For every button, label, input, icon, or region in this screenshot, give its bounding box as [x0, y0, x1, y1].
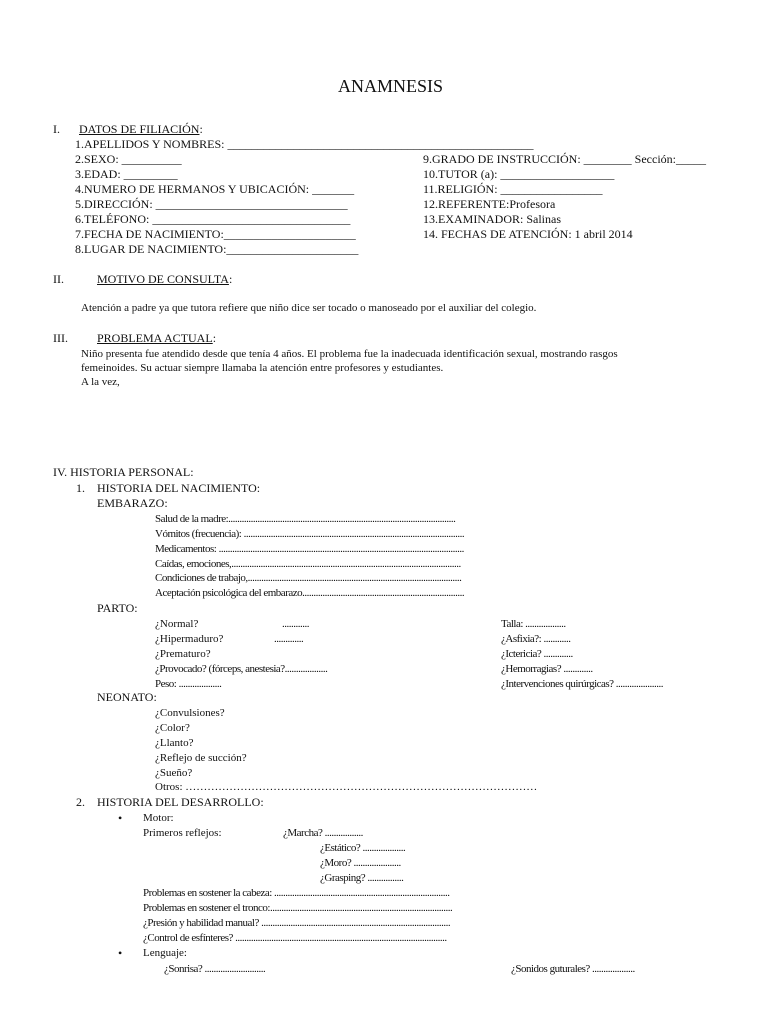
- subsection-2-number: 2.: [76, 795, 85, 809]
- field-fecha-nacimiento[interactable]: 7.FECHA DE NACIMIENTO:______________________: [75, 227, 356, 241]
- field-tutor[interactable]: 10.TUTOR (a): ___________________: [423, 167, 615, 181]
- field-religion[interactable]: 11.RELIGIÓN: _________________: [423, 182, 603, 196]
- field-sexo[interactable]: 2.SEXO: __________: [75, 152, 182, 166]
- field-grado-instruccion[interactable]: 9.GRADO DE INSTRUCCIÓN: ________ Sección:_____: [423, 152, 706, 166]
- parto-ictericia[interactable]: ¿Ictericia? .............: [501, 648, 573, 660]
- page-title: ANAMNESIS: [338, 76, 444, 96]
- section-4-heading: IV. HISTORIA PERSONAL:: [53, 465, 194, 479]
- parto-hipermaduro-dots: .............: [274, 633, 304, 645]
- parto-heading: PARTO:: [97, 601, 138, 615]
- problema-line-1: Niño presenta fue atendido desde que tenía 4 años. El problema fue la inadecuada identificación sexual, mostrando rasgos: [81, 348, 618, 360]
- reflejo-estatico[interactable]: ¿Estático? ...................: [320, 842, 406, 854]
- field-apellidos[interactable]: 1.APELLIDOS Y NOMBRES: ___________________________________________________: [75, 137, 534, 151]
- neonato-reflejo-succion[interactable]: ¿Reflejo de succión?: [155, 752, 247, 764]
- embarazo-item[interactable]: Medicamentos: .............................................................................................................: [155, 543, 464, 555]
- motivo-consulta-text: Atención a padre ya que tutora refiere que niño dice ser tocado o manoseado por el auxiliar del colegio.: [81, 302, 537, 314]
- section-3-heading-text: PROBLEMA ACTUAL: [97, 331, 213, 345]
- parto-talla[interactable]: Talla: ..................: [501, 618, 566, 630]
- neonato-heading: NEONATO:: [97, 690, 157, 704]
- neonato-convulsiones[interactable]: ¿Convulsiones?: [155, 707, 225, 719]
- embarazo-item[interactable]: Condiciones de trabajo,...............................................................................................: [155, 572, 462, 584]
- lenguaje-sonidos-guturales[interactable]: ¿Sonidos guturales? ...................: [511, 963, 635, 975]
- embarazo-item[interactable]: Vómitos (frecuencia): ..................................................................................................: [155, 528, 465, 540]
- bullet-icon: •: [118, 946, 123, 960]
- section-3-number: III.: [53, 331, 68, 345]
- field-examinador: 13.EXAMINADOR: Salinas: [423, 212, 561, 226]
- embarazo-item[interactable]: Salud de la madre:.....................................................................................................: [155, 513, 456, 525]
- embarazo-item[interactable]: Aceptación psicológica del embarazo........................................................................: [155, 587, 465, 599]
- problema-line-3: A la vez,: [81, 376, 120, 388]
- parto-normal[interactable]: ¿Normal?: [155, 618, 199, 630]
- parto-hipermaduro[interactable]: ¿Hipermaduro?: [155, 633, 224, 645]
- field-fechas-atencion: 14. FECHAS DE ATENCIÓN: 1 abril 2014: [423, 227, 633, 241]
- lenguaje-label: Lenguaje:: [143, 947, 187, 959]
- reflejo-grasping[interactable]: ¿Grasping? ................: [320, 872, 404, 884]
- neonato-llanto[interactable]: ¿Llanto?: [155, 737, 194, 749]
- problema-tronco[interactable]: Problemas en sostener el tronco:.................................................................................: [143, 902, 453, 914]
- embarazo-heading: EMBARAZO:: [97, 496, 168, 510]
- problema-cabeza[interactable]: Problemas en sostener la cabeza: ..............................................................................: [143, 887, 450, 899]
- field-lugar-nacimiento[interactable]: 8.LUGAR DE NACIMIENTO:______________________: [75, 242, 359, 256]
- neonato-color[interactable]: ¿Color?: [155, 722, 190, 734]
- section-1-number: I.: [53, 122, 60, 136]
- section-2-number: II.: [53, 272, 64, 286]
- bullet-icon: •: [118, 811, 123, 825]
- field-edad[interactable]: 3.EDAD: _________: [75, 167, 178, 181]
- section-3-colon: :: [212, 331, 217, 345]
- problema-line-2: femeinoides. Su actuar siempre llamaba la atención entre profesores y estudiantes.: [81, 362, 444, 374]
- parto-asfixia[interactable]: ¿Asfixia?: ............: [501, 633, 571, 645]
- lenguaje-sonrisa[interactable]: ¿Sonrisa? ...........................: [164, 963, 266, 975]
- subsection-1-heading: HISTORIA DEL NACIMIENTO:: [97, 481, 261, 495]
- section-1-heading-text: DATOS DE FILIACIÓN: [79, 122, 200, 136]
- section-3-heading: [97, 331, 216, 345]
- field-telefono[interactable]: 6.TELÉFONO: _________________________________: [75, 212, 351, 226]
- section-2-heading: [97, 272, 232, 286]
- embarazo-item[interactable]: Caídas, emociones,......................................................................................................: [155, 558, 461, 570]
- neonato-otros[interactable]: Otros: ……………………………………………………………………………………: [155, 781, 538, 793]
- motor-label: Motor:: [143, 812, 174, 824]
- section-1-heading: [79, 122, 203, 136]
- reflejo-marcha[interactable]: ¿Marcha? .................: [283, 827, 363, 839]
- parto-normal-dots: ............: [282, 618, 309, 630]
- subsection-1-number: 1.: [76, 481, 85, 495]
- field-referente: 12.REFERENTE:Profesora: [423, 197, 556, 211]
- neonato-sueno[interactable]: ¿Sueño?: [155, 767, 193, 779]
- primeros-reflejos-label: Primeros reflejos:: [143, 827, 222, 839]
- section-2-colon: :: [228, 272, 233, 286]
- reflejo-moro[interactable]: ¿Moro? .....................: [320, 857, 401, 869]
- section-1-colon: :: [199, 122, 203, 136]
- parto-peso[interactable]: Peso: ...................: [155, 678, 222, 690]
- field-direccion[interactable]: 5.DIRECCIÓN: ________________________________: [75, 197, 348, 211]
- parto-provocado[interactable]: ¿Provocado? (fórceps, anestesia?...................: [155, 663, 328, 675]
- field-hermanos[interactable]: 4.NUMERO DE HERMANOS Y UBICACIÓN: _______: [75, 182, 355, 196]
- section-2-heading-text: MOTIVO DE CONSULTA: [97, 272, 229, 286]
- parto-prematuro[interactable]: ¿Prematuro?: [155, 648, 211, 660]
- subsection-2-heading: HISTORIA DEL DESARROLLO:: [97, 795, 264, 809]
- parto-hemorragias[interactable]: ¿Hemorragias? .............: [501, 663, 593, 675]
- control-esfinteres[interactable]: ¿Control de esfínteres? ..............................................................................................: [143, 932, 447, 944]
- presion-habilidad-manual[interactable]: ¿Presión y habilidad manual? ....................................................................................: [143, 917, 451, 929]
- parto-intervenciones[interactable]: ¿Intervenciones quirúrgicas? .....................: [501, 678, 664, 690]
